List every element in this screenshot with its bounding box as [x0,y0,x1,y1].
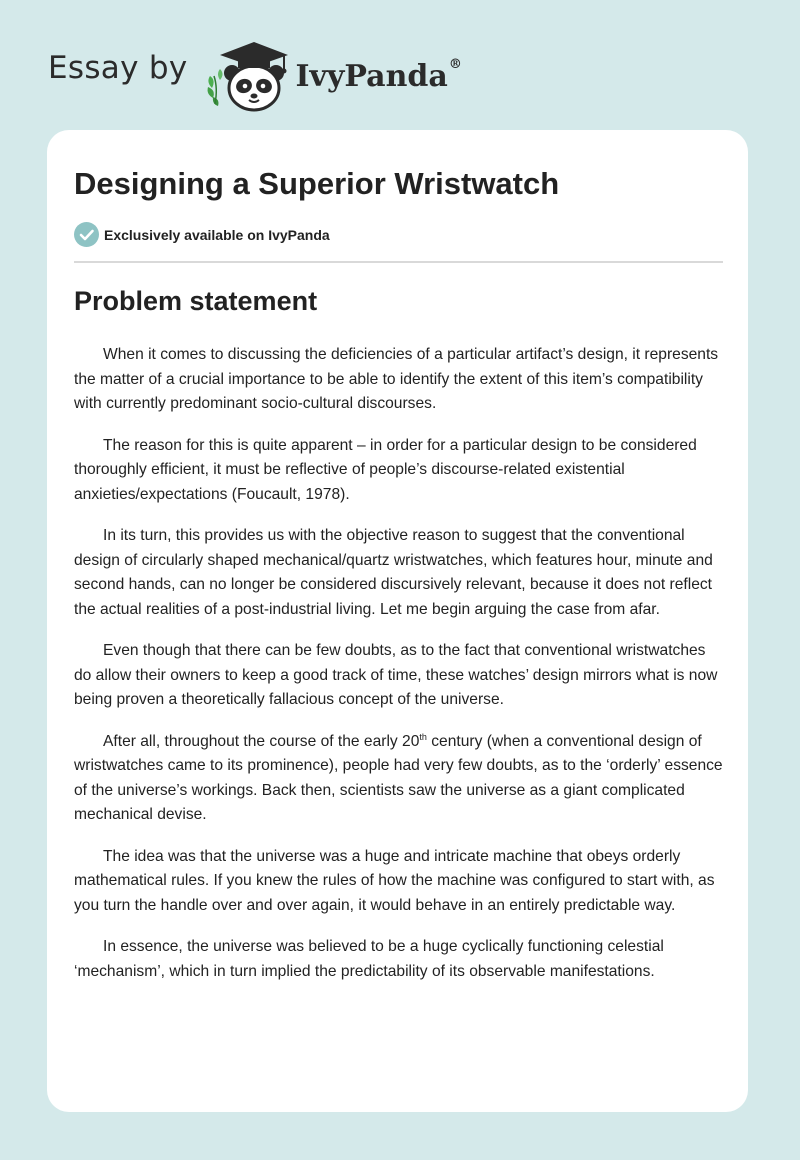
paragraph-4: Even though that there can be few doubts, as to the fact that conventional wristwatches do allow their owners to keep a good track of time, these watches’ design mirrors what is now being proven a theoretically fallacious concept of the universe. [74,642,718,708]
essay-title: Designing a Superior Wristwatch [74,166,560,201]
brand-name-text: IvyPanda [295,58,448,94]
paragraph-1: When it comes to discussing the deficiencies of a particular artifact’s design, it represents the matter of a crucial importance to be able to identify the extent of this item’s compatibility with currently predominant socio-cultural discourses. [74,346,719,412]
paragraph-7: In essence, the universe was believed to be a huge cyclically functioning celestial ‘mechanism’, which in turn implied the predictability of its observable manifestations. [74,938,664,980]
badge-label: Exclusively available on IvyPanda [104,226,330,243]
paragraph-2: The reason for this is quite apparent – in order for a particular design to be considered thoroughly efficient, it must be reflective of people’s discourse-related existential anxieties/expectations (Foucault, 1978). [74,436,697,503]
section-heading: Problem statement [74,286,318,316]
ivypanda-logo-icon [202,36,294,112]
paragraph-6: The idea was that the universe was a huge and intricate machine that obeys orderly mathematical rules. If you knew the rules of how the machine was configured to start with, as you turn the handle over and over again, it would behave in an entirely predictable way. [74,847,715,914]
ordinal-suffix: th [419,731,427,742]
brand-name [295,56,462,94]
paragraph-5-end: century (when a conventional design of wristwatches came to its prominence), people had very few doubts, as to the ‘orderly’ essence of the universe’s workings. Back then, scientists saw the universe as a giant complicated mechanical devise. [74,732,723,823]
paragraph-5 [74,730,723,828]
paragraph-3: In its turn, this provides us with the objective reason to suggest that the conventional design of circularly shaped mechanical/quartz wristwatches, which features hour, minute and second hands, can no longer be considered discursively relevant, because it does not reflect the actual realities of a post-industrial living. Let me begin arguing the case from afar. [74,527,713,618]
check-circle-icon [74,222,99,247]
essay-card [47,130,748,1112]
paragraph-5-start: After all, throughout the course of the early 20 [103,732,420,750]
registered-mark: ® [448,56,462,72]
essay-body [74,343,723,1001]
essay-by-label: Essay by [48,50,188,86]
site-header [48,36,462,112]
exclusive-badge [74,222,330,247]
title-divider [74,261,723,263]
